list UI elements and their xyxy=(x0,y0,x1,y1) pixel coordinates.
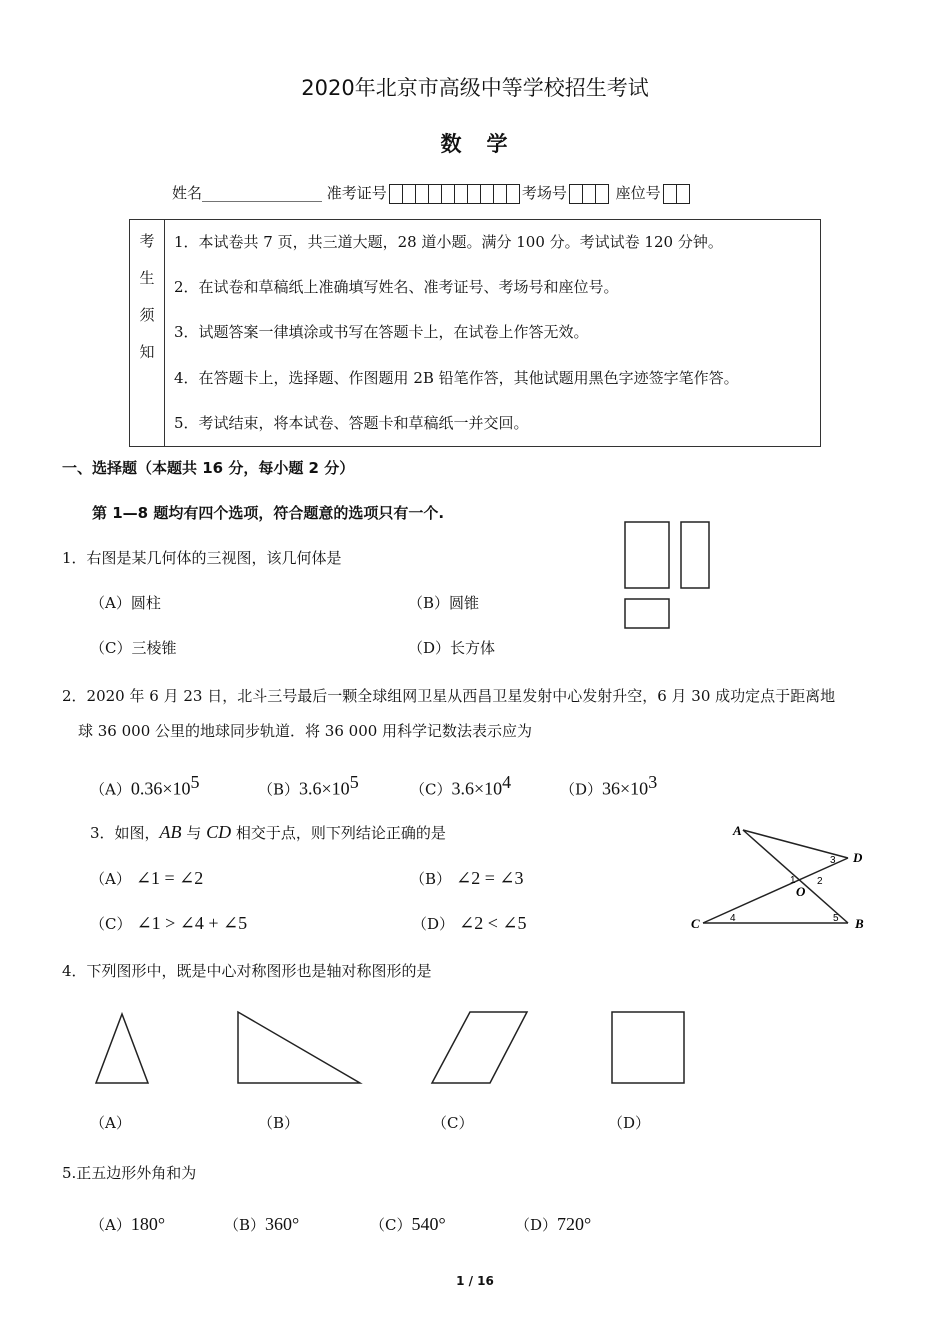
angle-5-label: 5 xyxy=(833,913,839,924)
q3-option-c[interactable]: （C） ∠1 > ∠4 + ∠5 xyxy=(90,913,248,933)
side-view-rect xyxy=(681,522,709,588)
notice-item: 1．本试卷共 7 页，共三道大题，28 道小题。满分 100 分。考试试卷 120 分钟。 xyxy=(174,233,723,251)
q4-shapes-figure xyxy=(0,1000,950,1100)
page-number: 1 / 16 xyxy=(456,1274,494,1288)
seat-label: 座位号 xyxy=(615,184,661,202)
q3-stem: 3．如图，AB 与 CD 相交于点，则下列结论正确的是 xyxy=(90,822,446,842)
info-line xyxy=(172,182,692,204)
notice-item: 2．在试卷和草稿纸上准确填写姓名、准考证号、考场号和座位号。 xyxy=(174,278,619,296)
notice-side-char: 考 xyxy=(139,232,155,250)
square-shape xyxy=(612,1012,684,1083)
q4-stem: 4．下列图形中，既是中心对称图形也是轴对称图形的是 xyxy=(62,962,432,980)
notice-item: 5．考试结束，将本试卷、答题卡和草稿纸一并交回。 xyxy=(174,414,529,432)
q3-option-b[interactable]: （B） ∠2 = ∠3 xyxy=(410,868,524,888)
angle-2-label: 2 xyxy=(817,876,823,887)
q1-stem: 1．右图是某几何体的三视图，该几何体是 xyxy=(62,549,342,567)
room-label: 考场号 xyxy=(521,184,567,202)
notice-side-char: 知 xyxy=(139,343,155,361)
q1-option-a[interactable]: （A）圆柱 xyxy=(90,594,161,612)
q2-option-a[interactable]: $(A)0.36\times 10^5$ xyxy=(90,772,200,799)
angle-3-label: 3 xyxy=(830,855,836,866)
notice-side-char: 须 xyxy=(139,306,155,324)
front-view-rect xyxy=(625,522,669,588)
segment-cd-line xyxy=(703,858,848,923)
q4-option-d[interactable]: （D） xyxy=(608,1114,651,1132)
q1-three-views-figure xyxy=(620,518,720,633)
section-instruction: 第 1—8 题均有四个选项，符合题意的选项只有一个. xyxy=(92,504,445,522)
subject-title: 数 学 xyxy=(440,132,510,156)
q5-option-c[interactable]: （C）540° xyxy=(370,1214,446,1234)
notice-side-label xyxy=(130,220,165,446)
candidate-notice-box xyxy=(129,219,821,447)
notice-item: 4．在答题卡上，选择题、作图题用 2B 铅笔作答，其他试题用黑色字迹签字笔作答。 xyxy=(174,369,739,387)
q2-option-b[interactable]: $(B)3.6\times 10^5$ xyxy=(258,772,359,799)
q4-option-c[interactable]: （C） xyxy=(432,1114,474,1132)
angle-4-label: 4 xyxy=(730,913,736,924)
point-d-label: D xyxy=(853,850,863,865)
q5-option-b[interactable]: （B）360° xyxy=(224,1214,300,1234)
segment-ab: AB xyxy=(159,822,182,842)
q1-option-c[interactable]: （C）三棱锥 xyxy=(90,639,177,657)
q2-option-c[interactable]: $(C)3.6\times 10^4$ xyxy=(410,772,512,799)
point-c-label: C xyxy=(691,916,700,931)
name-label: 姓名 xyxy=(172,184,203,202)
top-view-rect xyxy=(625,599,669,628)
q2-option-d[interactable]: $(D)36\times 10^3$ xyxy=(560,772,658,799)
angle-1-label: 1 xyxy=(790,875,796,886)
point-o-label: O xyxy=(796,884,806,899)
section-heading: 一、选择题（本题共 16 分，每小题 2 分） xyxy=(62,459,355,477)
q3-option-d[interactable]: （D） ∠2 < ∠5 xyxy=(412,913,527,933)
name-blank[interactable]: ________________ xyxy=(202,184,323,202)
exam-id-boxes[interactable] xyxy=(389,184,520,204)
q5-stem: 5.正五边形外角和为 xyxy=(62,1164,197,1182)
q3-option-a[interactable]: （A） ∠1 = ∠2 xyxy=(90,868,204,888)
q5-option-d[interactable]: （D）720° xyxy=(515,1214,592,1234)
seat-boxes[interactable] xyxy=(663,184,690,204)
q2-stem-line1: 2．2020 年 6 月 23 日，北斗三号最后一颗全球组网卫星从西昌卫星发射中心发射升空，6 月 30 成功定点于距离地 xyxy=(62,687,836,705)
parallelogram-shape xyxy=(432,1012,527,1083)
q5-option-a[interactable]: （A）180° xyxy=(90,1214,166,1234)
exam-title: 2020年北京市高级中等学校招生考试 xyxy=(301,76,649,100)
right-triangle-shape xyxy=(238,1012,360,1083)
q1-option-d[interactable]: （D）长方体 xyxy=(408,639,496,657)
q4-option-b[interactable]: （B） xyxy=(258,1114,300,1132)
segment-cd: CD xyxy=(206,822,232,842)
q1-option-b[interactable]: （B）圆锥 xyxy=(408,594,480,612)
notice-item: 3．试题答案一律填涂或书写在答题卡上，在试卷上作答无效。 xyxy=(174,323,589,341)
q3-intersecting-lines-figure xyxy=(685,815,885,940)
exam-id-label: 准考证号 xyxy=(326,184,387,202)
q2-stem-line2: 球 36 000 公里的地球同步轨道．将 36 000 用科学记数法表示应为 xyxy=(78,722,533,740)
q4-option-a[interactable]: （A） xyxy=(90,1114,131,1132)
point-a-label: A xyxy=(733,823,742,838)
room-boxes[interactable] xyxy=(569,184,609,204)
notice-side-char: 生 xyxy=(139,269,155,287)
isosceles-triangle-shape xyxy=(96,1014,148,1083)
point-b-label: B xyxy=(855,916,864,931)
